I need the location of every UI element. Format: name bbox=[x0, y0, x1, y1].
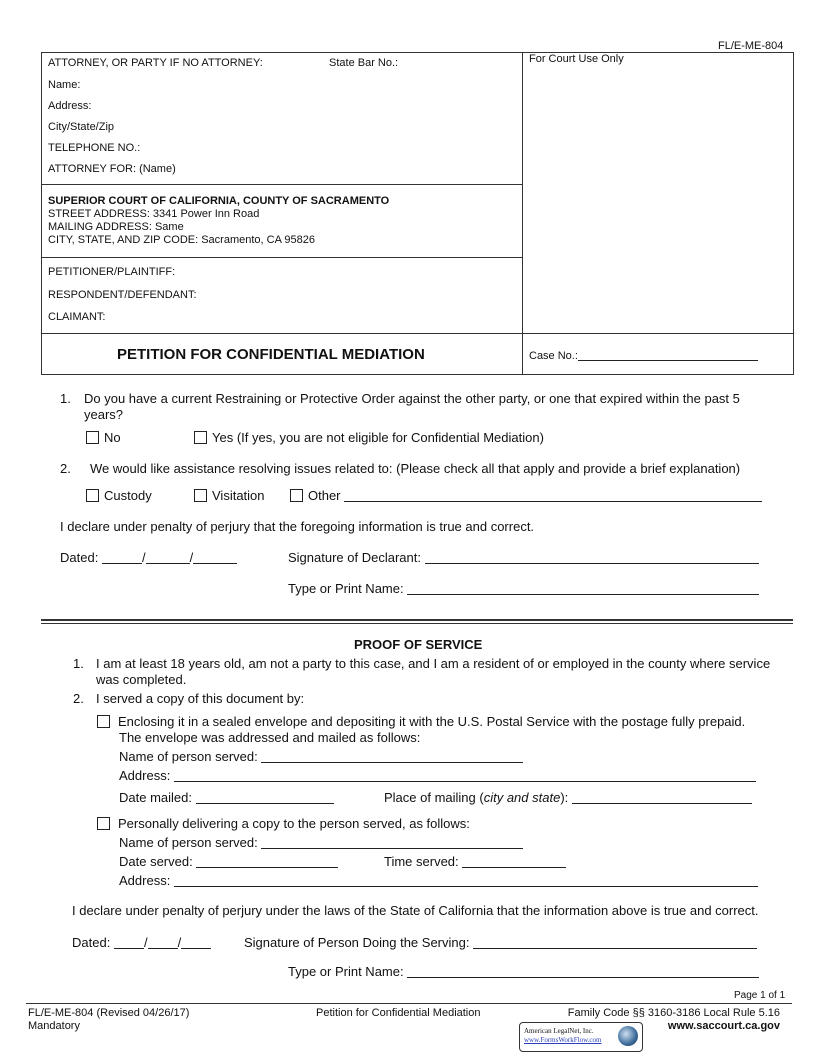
p2-number: 2. bbox=[73, 691, 84, 706]
mail-name-served-field[interactable] bbox=[261, 750, 523, 763]
visitation-checkbox[interactable] bbox=[194, 488, 265, 503]
visitation-label: Visitation bbox=[212, 488, 265, 503]
name-served-label: Name of person served: bbox=[119, 835, 258, 850]
section-divider bbox=[41, 623, 793, 624]
street-address: STREET ADDRESS: 3341 Power Inn Road bbox=[48, 208, 260, 220]
mail-option-label: Enclosing it in a sealed envelope and depositing it with the U.S. Postal Service with the postage fully prepaid. bbox=[118, 714, 746, 729]
case-no-field[interactable] bbox=[578, 348, 758, 361]
q2-number: 2. bbox=[60, 461, 71, 476]
other-checkbox[interactable] bbox=[290, 488, 762, 503]
address-label: Address: bbox=[119, 768, 171, 783]
date-mailed-field[interactable] bbox=[196, 791, 334, 804]
print-name-field[interactable] bbox=[407, 582, 759, 595]
personal-option-label: Personally delivering a copy to the person served, as follows: bbox=[118, 816, 470, 831]
place-mailing-field[interactable] bbox=[572, 791, 752, 804]
checkbox[interactable] bbox=[97, 715, 110, 728]
checkbox[interactable] bbox=[86, 431, 99, 444]
telephone-label: TELEPHONE NO.: bbox=[48, 142, 141, 154]
petitioner-label: PETITIONER/PLAINTIFF: bbox=[48, 266, 176, 278]
place-mailing-label: Place of mailing ( bbox=[384, 790, 484, 805]
q1-no-label: No bbox=[104, 430, 121, 445]
court-use-label: For Court Use Only bbox=[529, 53, 624, 65]
dated-label: Dated: bbox=[72, 935, 111, 950]
court-name: SUPERIOR COURT OF CALIFORNIA, COUNTY OF SACRAMENTO bbox=[48, 195, 390, 207]
server-print-name-label: Type or Print Name: bbox=[288, 964, 404, 979]
checkbox[interactable] bbox=[290, 489, 303, 502]
time-served-label: Time served: bbox=[384, 854, 459, 869]
form-page: FL/E-ME-804 ATTORNEY, OR PARTY IF NO ATTORNEY: State Bar No.: Name: Address: City/State/Zip TELEPHONE NO.: ATTORNEY FOR: (Name) For Court Use Only SUPERIOR COURT OF CALIFORNIA, COUNTY OF SACRAMENTO STREET ADDRESS: 3341 Power Inn Road MAILING ADDRESS: Same CITY, STATE, AND ZIP CODE: Sacramento, CA 95826 PETITIONER/PLAINTIFF: RESPONDENT/DEFENDANT: CLAIMANT: PETITION FOR CONFIDENTIAL MEDIATION Case No.: 1. Do you have a current Restraining or Protective Order against the other party, or one that expired within the past 5 years? No Yes (If yes, you are not eligible for Confidential Mediation) 2. We would like assistance resolving issues related to: (Please check all that apply and provide a brief explanation) Custody Visitation Other I declare under penalty of perjury that the foregoing information is true and correct. Dated: / / Signature of Declarant: Type or Print Name: PROOF OF SERVICE 1. I am at least 18 years old, am not a party to this case, and I am a resident of or employed in the county where service was completed. 2. I served a copy of this document by: Enclosing it in a sealed envelope and depositing it with the U.S. Postal Service with the postage fully prepaid. The envelope was addressed and mailed as follows: Name of person served: Address: Date mailed: Place of mailing (city and state): Personally delivering a copy to the person served, as follows: Name of person served: Date served: Time served: Address: I declare under penalty of perjury under the laws of the State of California that the information above is true and correct. Dated: / / Signature of Person Doing the Serving: Type or Print Name: Page 1 of 1 FL/E-ME-804 (Revised 04/26/17) Mandatory Petition for Confidential Mediation Family Code §§ 3160-3186 Local Rule 5.16 www.saccourt.ca.gov American LegalNet, Inc. www.FormsWorkFlow.com bbox=[0, 0, 816, 1056]
logo-link[interactable]: www.FormsWorkFlow.com bbox=[524, 1036, 602, 1044]
date-mailed-label: Date mailed: bbox=[119, 790, 192, 805]
footer-divider bbox=[26, 1003, 792, 1004]
other-label: Other bbox=[308, 488, 341, 503]
city-label: City/State/Zip bbox=[48, 121, 115, 133]
signature-field[interactable] bbox=[425, 551, 759, 564]
q1-yes-label: Yes (If yes, you are not eligible for Confidential Mediation) bbox=[212, 430, 544, 445]
mail-option[interactable] bbox=[97, 714, 745, 729]
globe-icon bbox=[618, 1026, 638, 1046]
server-print-name-field[interactable] bbox=[407, 965, 759, 978]
server-signature-label: Signature of Person Doing the Serving: bbox=[244, 935, 470, 950]
p1-text: I am at least 18 years old, am not a party to this case, and I am a resident of or employed in the county where service bbox=[96, 656, 771, 671]
page-title: PETITION FOR CONFIDENTIAL MEDIATION bbox=[117, 346, 425, 363]
declaration: I declare under penalty of perjury that the foregoing information is true and correct. bbox=[60, 519, 535, 534]
divider bbox=[41, 333, 793, 334]
time-served-field[interactable] bbox=[462, 855, 566, 868]
custody-label: Custody bbox=[104, 488, 152, 503]
respondent-label: RESPONDENT/DEFENDANT: bbox=[48, 289, 197, 301]
q1-number: 1. bbox=[60, 391, 71, 406]
divider bbox=[41, 257, 522, 258]
checkbox[interactable] bbox=[97, 817, 110, 830]
name-label: Name: bbox=[48, 79, 81, 91]
q1-text-cont: years? bbox=[84, 407, 124, 422]
custody-checkbox[interactable] bbox=[86, 488, 152, 503]
p1-text-cont: was completed. bbox=[96, 672, 187, 687]
mail-option-cont: The envelope was addressed and mailed as follows: bbox=[119, 730, 421, 745]
logo-text: American LegalNet, Inc. bbox=[524, 1027, 594, 1035]
date-served-field[interactable] bbox=[196, 855, 338, 868]
mail-address-field[interactable] bbox=[174, 769, 756, 782]
date-month-field[interactable] bbox=[102, 551, 142, 564]
date-year-field[interactable] bbox=[193, 551, 237, 564]
date-day-field[interactable] bbox=[148, 936, 178, 949]
mandatory-label: Mandatory bbox=[28, 1020, 80, 1032]
p2-text: I served a copy of this document by: bbox=[96, 691, 305, 706]
date-served-label: Date served: bbox=[119, 854, 193, 869]
date-day-field[interactable] bbox=[146, 551, 190, 564]
dated-label: Dated: bbox=[60, 550, 99, 565]
place-mailing-end: ): bbox=[560, 790, 569, 805]
print-name-label: Type or Print Name: bbox=[288, 581, 404, 596]
claimant-label: CLAIMANT: bbox=[48, 311, 106, 323]
footer-form-title: Petition for Confidential Mediation bbox=[316, 1007, 481, 1019]
place-mailing-hint: city and state bbox=[483, 790, 561, 805]
other-explanation-field[interactable] bbox=[344, 489, 762, 502]
server-signature-field[interactable] bbox=[473, 936, 757, 949]
section-divider bbox=[41, 619, 793, 621]
legalnet-logo bbox=[519, 1022, 643, 1052]
proof-title: PROOF OF SERVICE bbox=[354, 637, 483, 652]
state-bar-label: State Bar No.: bbox=[329, 57, 399, 69]
personal-name-served-field[interactable] bbox=[261, 836, 523, 849]
website: www.saccourt.ca.gov bbox=[667, 1020, 780, 1032]
q2-text: We would like assistance resolving issues related to: (Please check all that apply and provide a brief explanation) bbox=[90, 461, 741, 476]
address-label: Address: bbox=[119, 873, 171, 888]
mailing-address: MAILING ADDRESS: Same bbox=[48, 221, 184, 233]
personal-option[interactable] bbox=[97, 816, 470, 831]
q1-text: Do you have a current Restraining or Protective Order against the other party, or one that expired within the past 5 bbox=[84, 391, 740, 406]
personal-address-field[interactable] bbox=[174, 874, 758, 887]
checkbox[interactable] bbox=[86, 489, 99, 502]
checkbox[interactable] bbox=[194, 431, 207, 444]
page-number: Page 1 of 1 bbox=[734, 990, 786, 1001]
divider bbox=[522, 52, 523, 374]
form-revised: FL/E-ME-804 (Revised 04/26/17) bbox=[28, 1007, 190, 1019]
form-id: FL/E-ME-804 bbox=[718, 40, 784, 52]
signature-label: Signature of Declarant: bbox=[288, 550, 421, 565]
name-served-label: Name of person served: bbox=[119, 749, 258, 764]
divider bbox=[41, 184, 522, 185]
proof-declaration: I declare under penalty of perjury under the laws of the State of California that the information above is true and correct. bbox=[72, 903, 759, 918]
q1-yes-checkbox[interactable] bbox=[194, 430, 544, 445]
legal-code: Family Code §§ 3160-3186 Local Rule 5.16 bbox=[567, 1007, 780, 1019]
attorney-for-label: ATTORNEY FOR: (Name) bbox=[48, 163, 176, 175]
case-no-label: Case No.: bbox=[529, 350, 578, 362]
date-year-field[interactable] bbox=[181, 936, 211, 949]
address-label: Address: bbox=[48, 100, 92, 112]
attorney-label: ATTORNEY, OR PARTY IF NO ATTORNEY: bbox=[48, 57, 263, 69]
p1-number: 1. bbox=[73, 656, 84, 671]
q1-no-checkbox[interactable] bbox=[86, 430, 121, 445]
date-month-field[interactable] bbox=[114, 936, 144, 949]
checkbox[interactable] bbox=[194, 489, 207, 502]
city-state-zip: CITY, STATE, AND ZIP CODE: Sacramento, CA 95826 bbox=[48, 234, 315, 246]
